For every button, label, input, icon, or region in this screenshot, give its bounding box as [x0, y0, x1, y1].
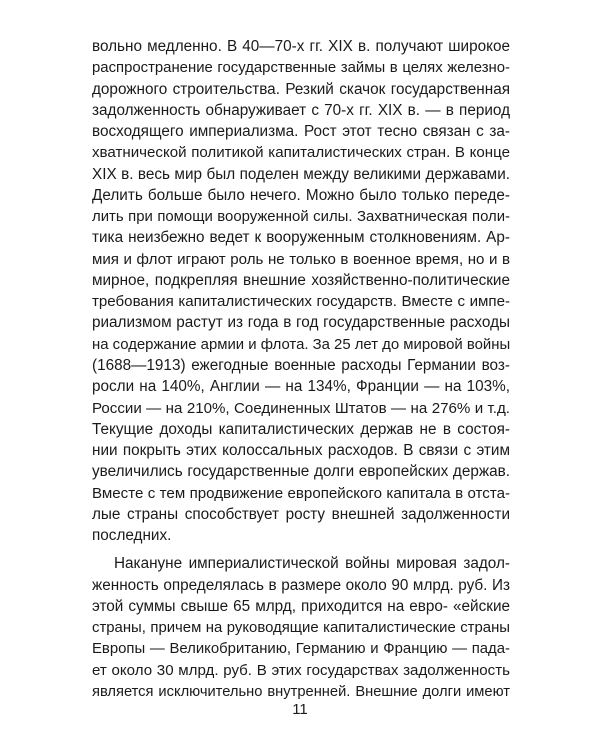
- text-line: дорожного строительства. Резкий скачок государственная: [92, 80, 510, 98]
- text-line: восходящего империализма. Рост этот тесно связан с за-: [92, 123, 510, 141]
- text-line: является исключительно внутренней. Внешние долги имеют: [92, 683, 510, 700]
- text-line: последних.: [92, 527, 172, 545]
- text-line: нии покрыть этих колоссальных расходов. В связи с этим: [92, 442, 510, 460]
- text-line: хватнической политикой капиталистических стран. В конце: [92, 144, 510, 162]
- text-line: Делить больше было нечего. Можно было только переде-: [92, 186, 510, 204]
- text-line: мия и флот играют роль не только в военное время, но и в: [92, 250, 510, 268]
- text-line: Вместе с тем продвижение европейского капитала в отста-: [92, 484, 510, 502]
- text-line: риализмом растут из года в год государственные расходы: [92, 314, 510, 332]
- text-line: мирное, подкрепляя внешние хозяйственно-политические: [92, 271, 510, 289]
- text-line: лые страны способствует росту внешней задолженности: [92, 505, 510, 523]
- text-line: лить при помощи вооруженной силы. Захватническая поли-: [92, 209, 510, 226]
- text-line: ет около 30 млрд. руб. В этих государствах задолженность: [92, 661, 510, 679]
- text-line: этой суммы свыше 65 млрд, приходится на евро- «ейские: [92, 597, 510, 615]
- text-line: Текущие доходы капиталистических держав не в состоя-: [92, 420, 510, 438]
- text-line: женность определялась в размере около 90 млрд. руб. Из: [92, 576, 510, 594]
- text-line: распространение государственные займы в целях железно-: [92, 60, 510, 77]
- text-line: на содержание армии и флота. За 25 лет до мировой войны: [92, 336, 511, 353]
- text-line: XIX в. весь мир был поделен между великими державами.: [92, 165, 510, 183]
- text-line: тика неизбежно ведет к вооруженным столкновениям. Ар-: [92, 229, 510, 247]
- page-number: 11: [292, 701, 308, 718]
- text-line: Накануне империалистической войны мировая задол-: [114, 555, 510, 573]
- text-line: задолженность обнаруживает с 70-х гг. XIX в. — в период: [92, 101, 510, 119]
- text-line: вольно медленно. В 40—70-х гг. XIX в. получают широкое: [92, 38, 510, 55]
- text-line: (1688—1913) ежегодные военные расходы Германии воз-: [92, 356, 510, 374]
- text-line: требования капиталистических государств. Вместе с импе-: [92, 293, 510, 311]
- text-line: России — на 210%, Соединенных Штатов — на 276% и т.д.: [92, 399, 510, 417]
- text-line: страны, причем на руководящие капиталистические страны: [92, 620, 510, 637]
- text-line: увеличились государственные долги европейских держав.: [92, 463, 510, 481]
- text-line: Европы — Великобританию, Германию и Францию — пада-: [92, 641, 510, 658]
- text-line: росли на 140%, Англии — на 134%, Франции — на 103%,: [92, 378, 510, 396]
